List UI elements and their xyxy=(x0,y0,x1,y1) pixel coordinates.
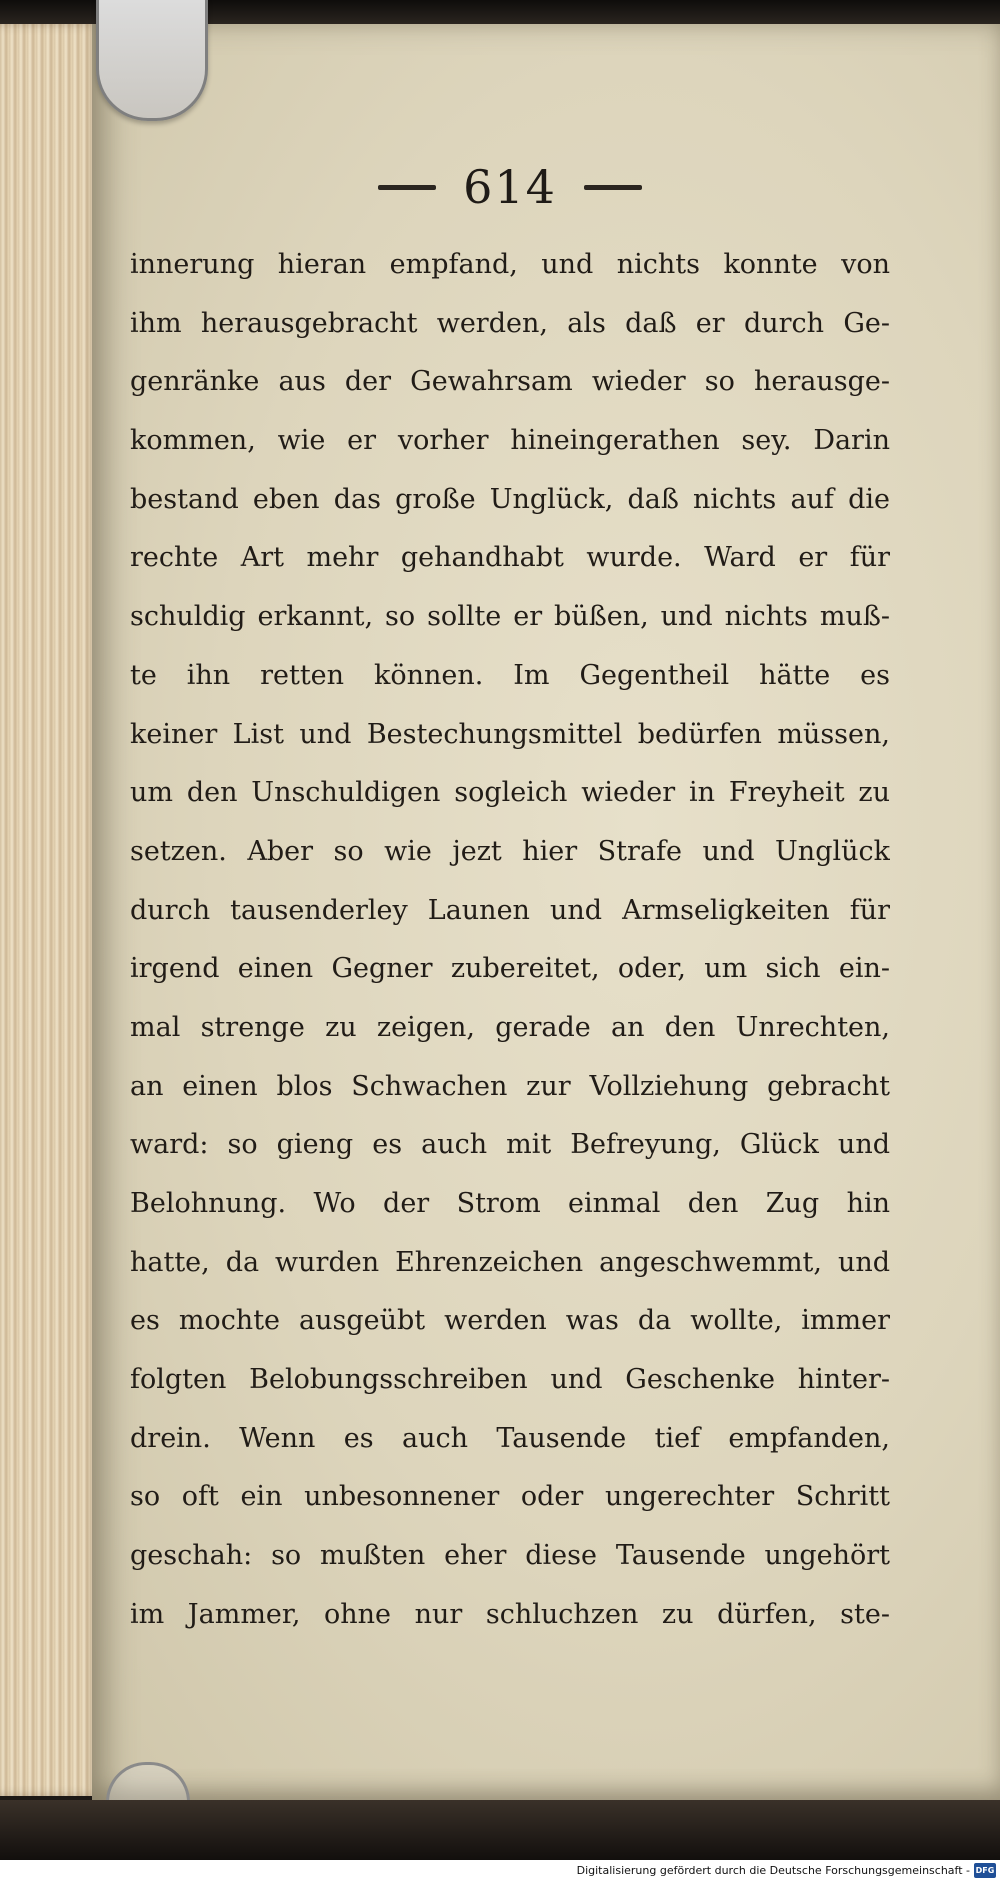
digitization-credit-bar xyxy=(0,1860,1000,1882)
text-line: geschah: so mußten eher diese Tausende ungehört xyxy=(130,1540,890,1572)
text-line: durch tausenderley Launen und Armseligkeiten für xyxy=(130,894,890,926)
text-line: hatte, da wurden Ehrenzeichen angeschwemmt, und xyxy=(130,1246,890,1278)
text-line: es mochte ausgeübt werden was da wollte, immer xyxy=(130,1305,890,1337)
page-header xyxy=(370,160,650,220)
digitization-credit: Digitalisierung gefördert durch die Deutsche Forschungsgemeinschaft - xyxy=(576,1864,970,1877)
text-line: ward: so gieng es auch mit Befreyung, Glück und xyxy=(130,1129,890,1161)
book-page-edges xyxy=(0,24,100,1796)
text-line: genränke aus der Gewahrsam wieder so herausge- xyxy=(130,366,890,398)
text-line: folgten Belobungsschreiben und Geschenke hinter- xyxy=(130,1364,890,1396)
scanner-bottom-edge xyxy=(0,1800,1000,1860)
text-line: bestand eben das große Unglück, daß nichts auf die xyxy=(130,483,890,515)
text-line: rechte Art mehr gehandhabt wurde. Ward er für xyxy=(130,542,890,574)
text-line: irgend einen Gegner zubereitet, oder, um sich ein- xyxy=(130,953,890,985)
dfg-logo-icon: DFG xyxy=(974,1863,996,1878)
body-text xyxy=(130,236,890,1645)
text-line: ihm herausgebracht werden, als daß er durch Ge- xyxy=(130,307,890,339)
text-line: mal strenge zu zeigen, gerade an den Unrechten, xyxy=(130,1011,890,1043)
text-line: innerung hieran empfand, und nichts konnte von xyxy=(130,249,890,280)
text-line: schuldig erkannt, so sollte er büßen, und nichts muß- xyxy=(130,601,890,633)
text-line: im Jammer, ohne nur schluchzen zu dürfen, ste- xyxy=(130,1598,890,1630)
header-rule-left xyxy=(378,185,436,190)
text-line: kommen, wie er vorher hineingerathen sey. Darin xyxy=(130,425,890,457)
text-line: keiner List und Bestechungsmittel bedürfen müssen, xyxy=(130,718,890,750)
text-line: Belohnung. Wo der Strom einmal den Zug hin xyxy=(130,1188,890,1219)
text-line: um den Unschuldigen sogleich wieder in Freyheit zu xyxy=(130,777,890,809)
text-line: drein. Wenn es auch Tausende tief empfanden, xyxy=(130,1422,890,1454)
page-number: 614 xyxy=(463,160,557,214)
header-rule-right xyxy=(584,185,642,190)
text-line: setzen. Aber so wie jezt hier Strafe und Unglück xyxy=(130,835,890,867)
page-clip-top xyxy=(96,0,208,121)
text-line: so oft ein unbesonnener oder ungerechter Schritt xyxy=(130,1481,890,1513)
text-line: te ihn retten können. Im Gegentheil hätte es xyxy=(130,659,890,691)
text-line: an einen blos Schwachen zur Vollziehung gebracht xyxy=(130,1070,890,1102)
